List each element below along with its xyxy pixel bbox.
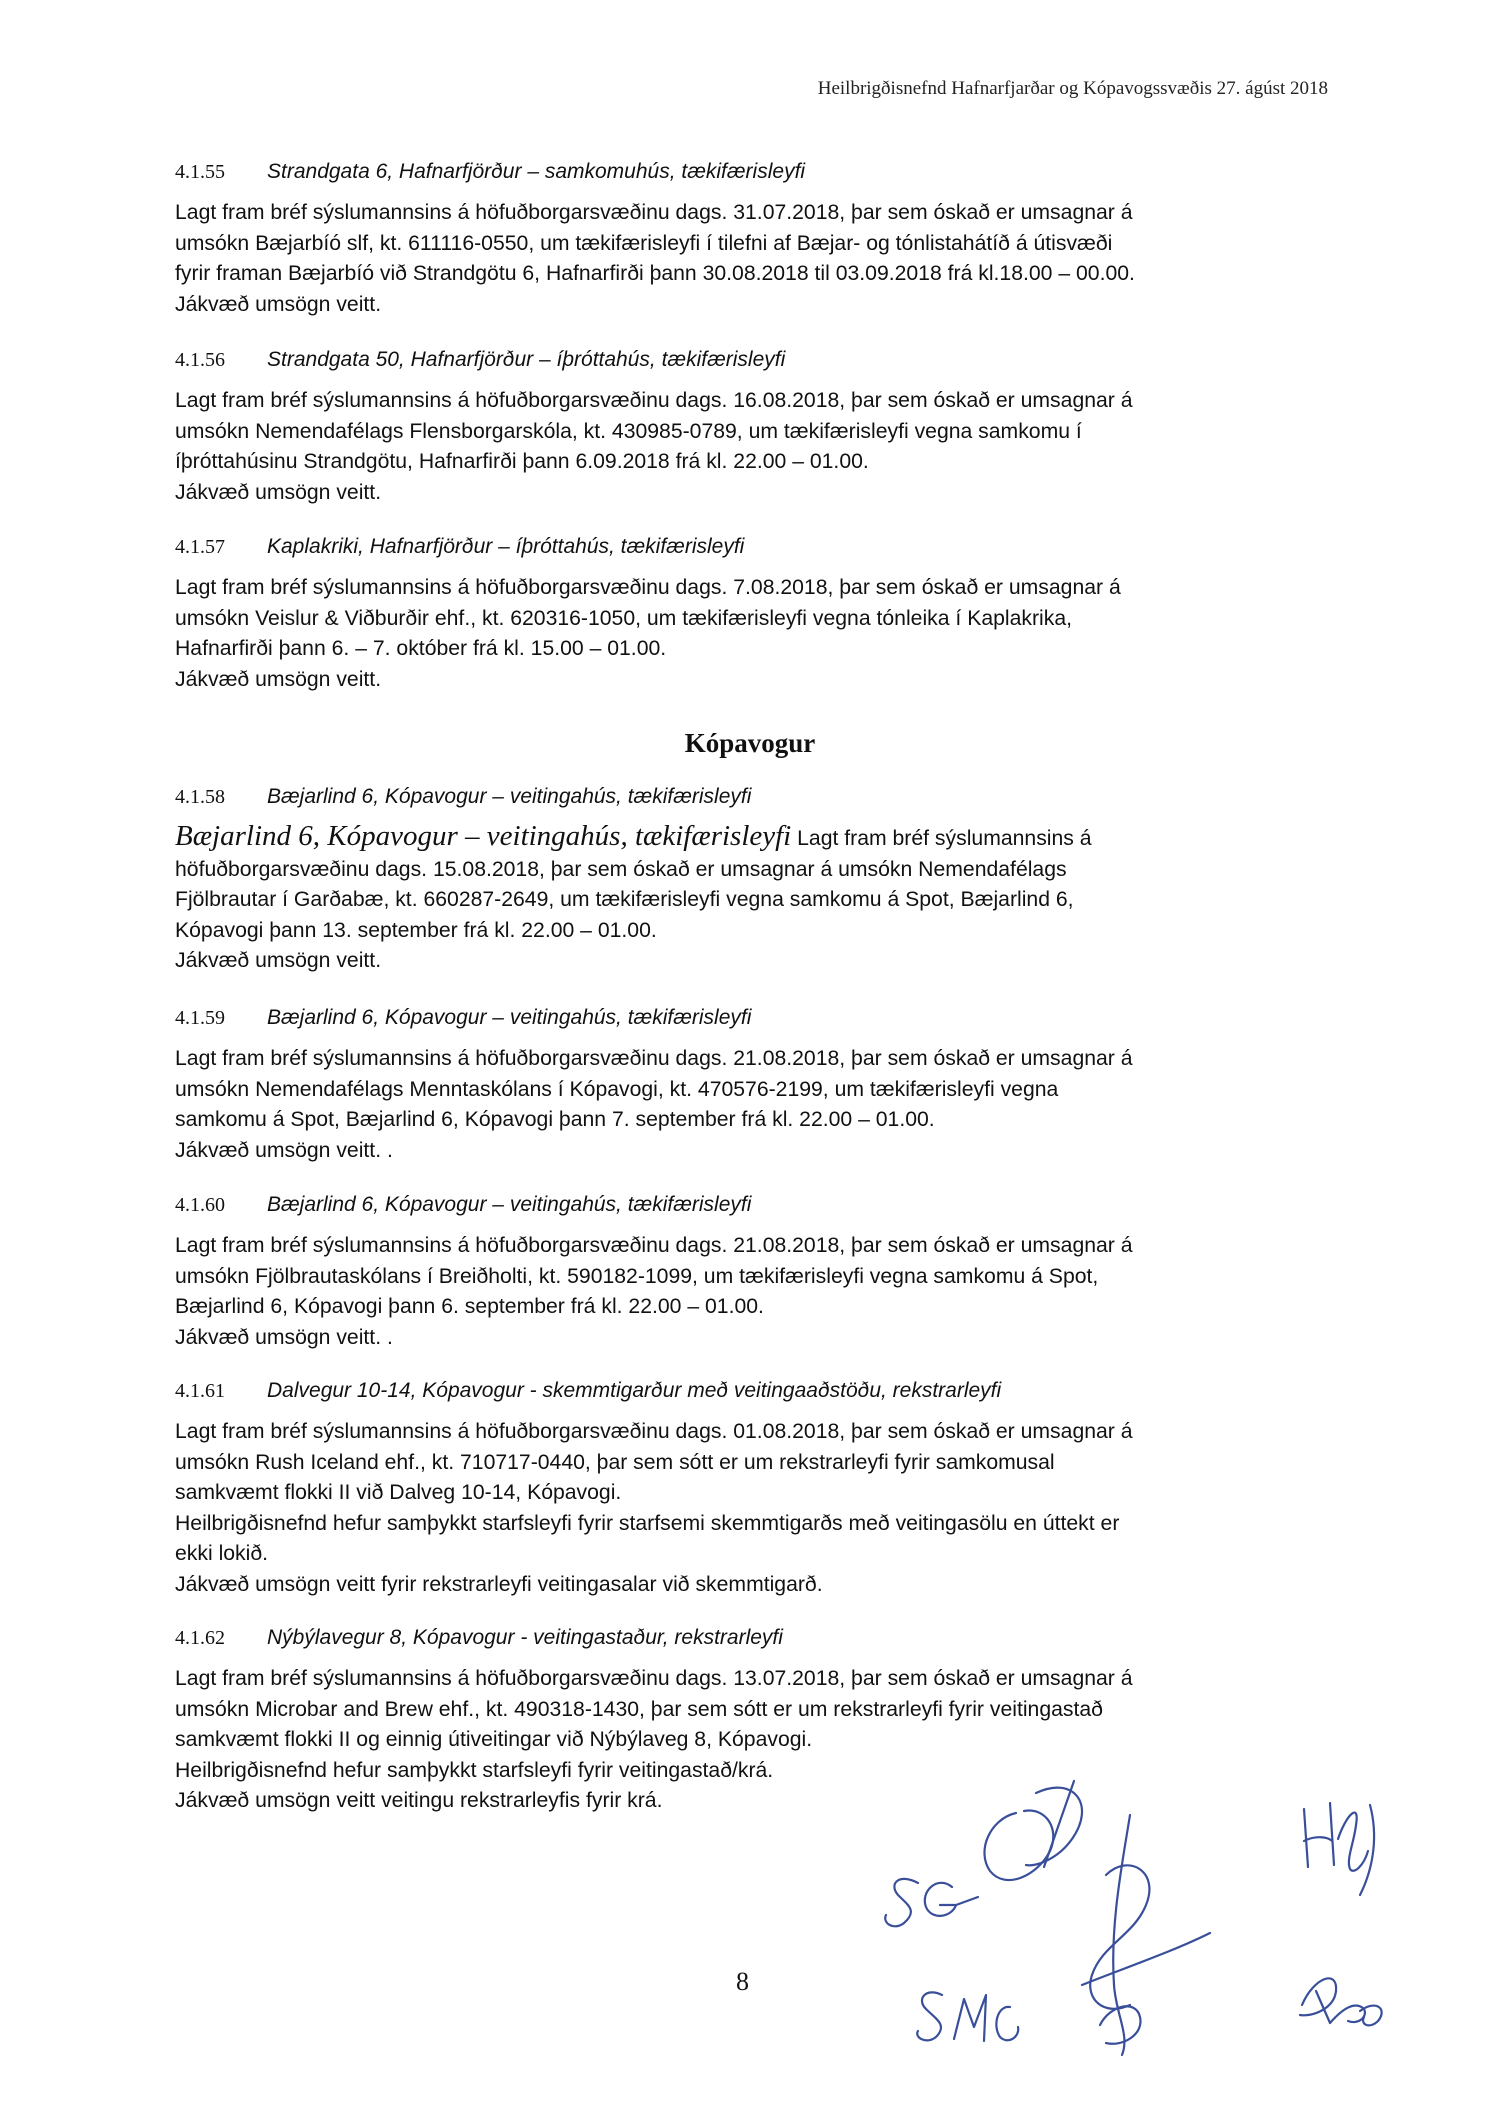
- agenda-item: [175, 785, 1335, 977]
- item-title: Strandgata 6, Hafnarfjörður – samkomuhús, tækifærisleyfi: [267, 160, 806, 183]
- body-line: Lagt fram bréf sýslumannsins á höfuðborgarsvæðinu dags. 21.08.2018, þar sem óskað er umsagnar á: [175, 1234, 1133, 1257]
- item-heading: [175, 348, 1335, 378]
- signature-hh: [1304, 1803, 1374, 1895]
- agenda-item: [175, 1193, 1335, 1353]
- body-line: umsókn Veislur & Viðburðir ehf., kt. 620316-1050, um tækifærisleyfi vegna tónleika í Kaplakrika,: [175, 606, 1073, 630]
- body-line: Jákvæð umsögn veitt. .: [175, 1325, 393, 1349]
- signature-smg: [917, 1992, 1018, 2041]
- item-heading: [175, 160, 1335, 190]
- item-body: [175, 1417, 1335, 1600]
- item-title: Bæjarlind 6, Kópavogur – veitingahús, tækifærisleyfi: [267, 1193, 752, 1216]
- item-number: 4.1.59: [175, 1007, 225, 1029]
- body-line: fyrir framan Bæjarbíó við Strandgötu 6, Hafnarfirði þann 30.08.2018 til 03.09.2018 frá kl.18.00 – 00.00.: [175, 262, 1135, 285]
- body-line: umsókn Rush Iceland ehf., kt. 710717-0440, þar sem sótt er um rekstrarleyfi fyrir samkomusal: [175, 1450, 1055, 1474]
- item-title: Bæjarlind 6, Kópavogur – veitingahús, tækifærisleyfi: [267, 1006, 752, 1029]
- item-title: Dalvegur 10-14, Kópavogur - skemmtigarður með veitingaaðstöðu, rekstrarleyfi: [267, 1379, 1002, 1402]
- body-line: Lagt fram bréf sýslumannsins á höfuðborgarsvæðinu dags. 13.07.2018, þar sem óskað er umsagnar á: [175, 1667, 1133, 1690]
- body-line: Kópavogi þann 13. september frá kl. 22.00 – 01.00.: [175, 918, 657, 942]
- body-line: umsókn Fjölbrautaskólans í Breiðholti, kt. 590182-1099, um tækifærisleyfi vegna samkomu á Spot,: [175, 1264, 1099, 1288]
- item-heading: [175, 1626, 1335, 1656]
- body-line: umsókn Bæjarbíó slf, kt. 611116-0550, um tækifærisleyfi í tilefni af Bæjar- og tónlistahátíð á útisvæði: [175, 231, 1113, 255]
- signature-scrawl: [1082, 1815, 1210, 2055]
- body-line: íþróttahúsinu Strandgötu, Hafnarfirði þann 6.09.2018 frá kl. 22.00 – 01.00.: [175, 450, 869, 473]
- signature-initials-right: [1300, 1978, 1382, 2025]
- item-number: 4.1.55: [175, 161, 225, 183]
- body-line: Jákvæð umsögn veitt fyrir rekstrarleyfi veitingasalar við skemmtigarð.: [175, 1572, 823, 1596]
- item-heading: [175, 785, 1335, 815]
- item-title: Nýbýlavegur 8, Kópavogur - veitingastaður, rekstrarleyfi: [267, 1626, 783, 1649]
- agenda-item: [175, 160, 1335, 320]
- signatures: [860, 1755, 1420, 2075]
- item-number: 4.1.61: [175, 1380, 225, 1402]
- item-heading: [175, 1006, 1335, 1036]
- body-line: höfuðborgarsvæðinu dags. 15.08.2018, þar sem óskað er umsagnar á umsókn Nemendafélags: [175, 857, 1067, 881]
- item-heading: [175, 535, 1335, 565]
- body-line: umsókn Nemendafélags Flensborgarskóla, kt. 430985-0789, um tækifærisleyfi vegna samkomu í: [175, 419, 1082, 443]
- item-lead: Bæjarlind 6, Kópavogur – veitingahús, tækifærisleyfi: [175, 820, 792, 852]
- body-line: Jákvæð umsögn veitt.: [175, 667, 382, 691]
- body-line: Heilbrigðisnefnd hefur samþykkt starfsleyfi fyrir veitingastað/krá.: [175, 1758, 774, 1782]
- signature-loop: [984, 1781, 1082, 1880]
- item-title: Bæjarlind 6, Kópavogur – veitingahús, tækifærisleyfi: [267, 785, 752, 808]
- body-line-rest: Lagt fram bréf sýslumannsins á: [791, 827, 1092, 850]
- section-heading: Kópavogur: [684, 728, 816, 758]
- signature-sg: [885, 1879, 978, 1926]
- body-line: Lagt fram bréf sýslumannsins á höfuðborgarsvæðinu dags. 7.08.2018, þar sem óskað er umsagnar á: [175, 576, 1121, 599]
- body-line: Lagt fram bréf sýslumannsins á höfuðborgarsvæðinu dags. 01.08.2018, þar sem óskað er umsagnar á: [175, 1420, 1133, 1443]
- page-header: Heilbrigðisnefnd Hafnarfjarðar og Kópavogssvæðis 27. ágúst 2018: [817, 78, 1328, 99]
- item-number: 4.1.57: [175, 536, 225, 558]
- body-line: Jákvæð umsögn veitt.: [175, 292, 382, 316]
- body-line: samkvæmt flokki II við Dalveg 10-14, Kópavogi.: [175, 1481, 622, 1504]
- body-line: Jákvæð umsögn veitt. .: [175, 1138, 393, 1162]
- body-line: samkomu á Spot, Bæjarlind 6, Kópavogi þann 7. september frá kl. 22.00 – 01.00.: [175, 1108, 935, 1131]
- body-line: Jákvæð umsögn veitt.: [175, 480, 382, 504]
- item-body: [175, 821, 1335, 977]
- agenda-item: [175, 1006, 1335, 1166]
- body-line: Heilbrigðisnefnd hefur samþykkt starfsleyfi fyrir starfsemi skemmtigarðs með veitingasölu en úttekt er: [175, 1511, 1120, 1535]
- item-body: [175, 573, 1335, 695]
- body-line: Lagt fram bréf sýslumannsins á höfuðborgarsvæðinu dags. 16.08.2018, þar sem óskað er umsagnar á: [175, 389, 1133, 412]
- agenda-item: [175, 1379, 1335, 1600]
- agenda-item: [175, 535, 1335, 695]
- body-line: Hafnarfirði þann 6. – 7. október frá kl. 15.00 – 01.00.: [175, 637, 667, 660]
- body-line: samkvæmt flokki II og einnig útiveitingar við Nýbýlaveg 8, Kópavogi.: [175, 1728, 813, 1751]
- body-line: ekki lokið.: [175, 1542, 269, 1565]
- body-line: Lagt fram bréf sýslumannsins á höfuðborgarsvæðinu dags. 31.07.2018, þar sem óskað er umsagnar á: [175, 201, 1133, 224]
- item-number: 4.1.60: [175, 1194, 225, 1216]
- item-heading: [175, 1193, 1335, 1223]
- body-line: Lagt fram bréf sýslumannsins á höfuðborgarsvæðinu dags. 21.08.2018, þar sem óskað er umsagnar á: [175, 1047, 1133, 1070]
- agenda-item: [175, 348, 1335, 508]
- item-heading: [175, 1379, 1335, 1409]
- item-body: [175, 1231, 1335, 1353]
- body-line: Jákvæð umsögn veitt.: [175, 949, 382, 972]
- item-body: [175, 386, 1335, 508]
- body-line: [175, 821, 1335, 855]
- item-number: 4.1.58: [175, 786, 225, 808]
- body-line: umsókn Nemendafélags Menntaskólans í Kópavogi, kt. 470576-2199, um tækifærisleyfi vegna: [175, 1077, 1059, 1101]
- item-number: 4.1.56: [175, 349, 225, 371]
- item-body: [175, 1044, 1335, 1166]
- item-body: [175, 198, 1335, 320]
- item-title: Strandgata 50, Hafnarfjörður – íþróttahús, tækifærisleyfi: [267, 348, 786, 371]
- body-line: Fjölbrautar í Garðabæ, kt. 660287-2649, um tækifærisleyfi vegna samkomu á Spot, Bæjarlind 6,: [175, 888, 1074, 911]
- page-number: 8: [736, 1967, 749, 1996]
- body-line: Bæjarlind 6, Kópavogi þann 6. september frá kl. 22.00 – 01.00.: [175, 1295, 764, 1318]
- body-line: umsókn Microbar and Brew ehf., kt. 490318-1430, þar sem sótt er um rekstrarleyfi fyrir veitingastað: [175, 1697, 1103, 1721]
- body-line: Jákvæð umsögn veitt veitingu rekstrarleyfis fyrir krá.: [175, 1789, 663, 1812]
- item-number: 4.1.62: [175, 1627, 225, 1649]
- item-title: Kaplakriki, Hafnarfjörður – íþróttahús, tækifærisleyfi: [267, 535, 745, 558]
